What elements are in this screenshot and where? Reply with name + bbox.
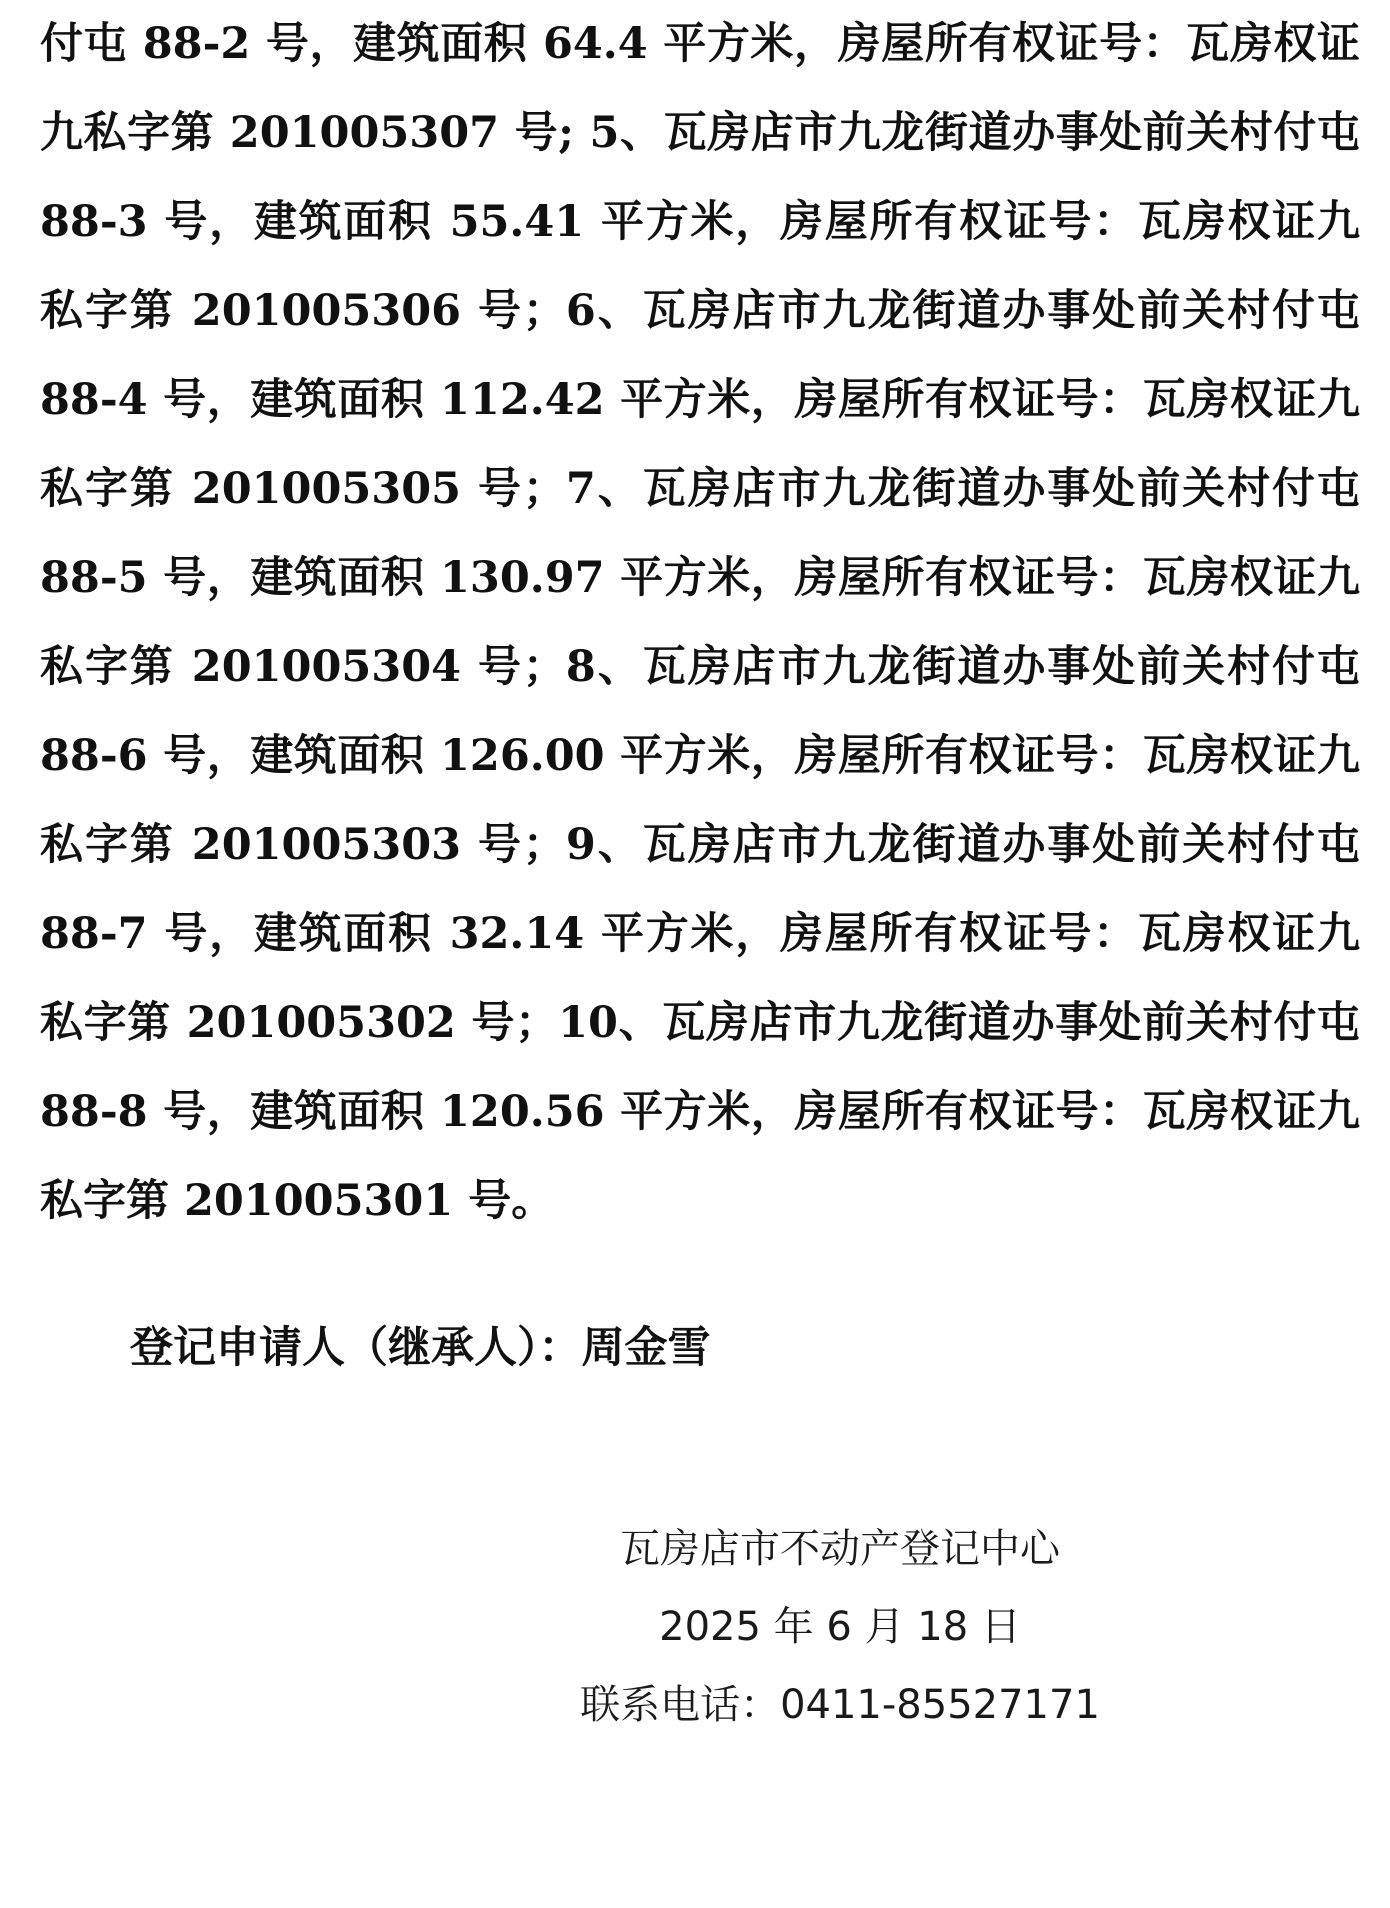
body-line: 私字第 201005306 号；6、瓦房店市九龙街道办事处前关村付屯 — [40, 286, 1360, 336]
body-line: 88-4 号，建筑面积 112.42 平方米，房屋所有权证号：瓦房权证九 — [40, 375, 1360, 425]
body-line: 88-5 号，建筑面积 130.97 平方米，房屋所有权证号：瓦房权证九 — [40, 553, 1360, 603]
signature-block — [560, 1510, 1120, 1744]
body-line: 私字第 201005303 号；9、瓦房店市九龙街道办事处前关村付屯 — [40, 820, 1360, 870]
body-line: 私字第 201005302 号；10、瓦房店市九龙街道办事处前关村付屯 — [40, 998, 1360, 1048]
notice-body — [40, 0, 1360, 1246]
body-line: 付屯 88-2 号，建筑面积 64.4 平方米，房屋所有权证号：瓦房权证 — [40, 19, 1360, 69]
body-line: 88-8 号，建筑面积 120.56 平方米，房屋所有权证号：瓦房权证九 — [40, 1087, 1360, 1137]
body-line: 88-3 号，建筑面积 55.41 平方米，房屋所有权证号：瓦房权证九 — [40, 197, 1360, 247]
body-line: 88-6 号，建筑面积 126.00 平方米，房屋所有权证号：瓦房权证九 — [40, 731, 1360, 781]
body-line: 九私字第 201005307 号; 5、瓦房店市九龙街道办事处前关村付屯 — [40, 108, 1360, 158]
issuer-name: 瓦房店市不动产登记中心 — [620, 1526, 1060, 1572]
body-line: 88-7 号，建筑面积 32.14 平方米，房屋所有权证号：瓦房权证九 — [40, 909, 1360, 959]
body-line: 私字第 201005304 号；8、瓦房店市九龙街道办事处前关村付屯 — [40, 642, 1360, 692]
issue-date: 2025 年 6 月 18 日 — [659, 1604, 1021, 1650]
contact-phone: 联系电话：0411-85527171 — [580, 1682, 1100, 1728]
body-line: 私字第 201005301 号。 — [40, 1176, 555, 1226]
applicant-line: 登记申请人（继承人）：周金雪 — [130, 1323, 711, 1373]
body-line: 私字第 201005305 号；7、瓦房店市九龙街道办事处前关村付屯 — [40, 464, 1360, 514]
